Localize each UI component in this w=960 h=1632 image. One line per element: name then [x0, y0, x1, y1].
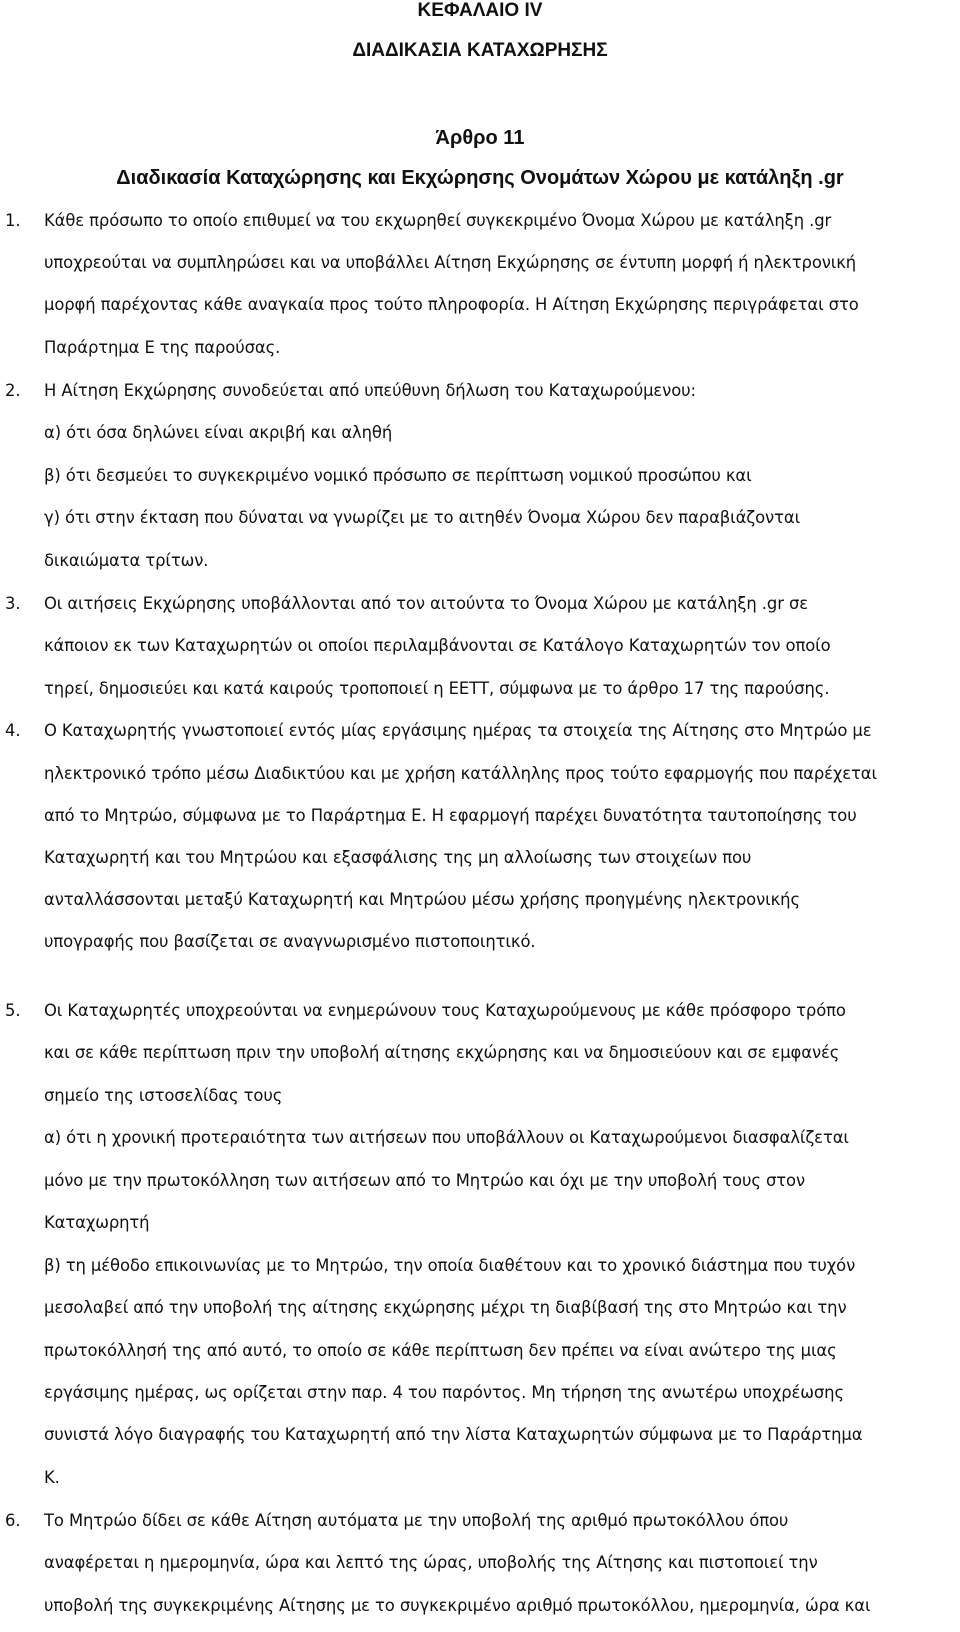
paragraph-line: υποβολή της συγκεκριμένης Αίτησης με το συγκεκριμένο αριθμό πρωτοκόλλου, ημερομηνία, ώρα και [44, 1596, 871, 1615]
paragraph-line: μόνο με την πρωτοκόλληση των αιτήσεων από το Μητρώο και όχι με την υποβολή τους στον [44, 1171, 806, 1190]
paragraph-line: αναφέρεται η ημερομηνία, ώρα και λεπτό της ώρας, υποβολής της Αίτησης και πιστοποιεί την [44, 1553, 818, 1572]
paragraph-line: Οι Καταχωρητές υποχρεούνται να ενημερώνουν τους Καταχωρούμενους με κάθε πρόσφορο τρόπο [44, 1001, 846, 1020]
paragraph-line: Παράρτημα Ε της παρούσας. [44, 338, 281, 357]
paragraph-number: 1. [5, 211, 21, 230]
paragraph-line: Καταχωρητή και του Μητρώου και εξασφάλισης της μη αλλοίωσης των στοιχείων που [44, 848, 752, 867]
paragraph-number: 6. [5, 1511, 21, 1530]
paragraph-line: α) ότι η χρονική προτεραιότητα των αιτήσεων που υποβάλλουν οι Καταχωρούμενοι διασφαλίζεται [44, 1128, 849, 1147]
paragraph-line: υποχρεούται να συμπληρώσει και να υποβάλλει Αίτηση Εκχώρησης σε έντυπη μορφή ή ηλεκτρονική [44, 253, 857, 272]
paragraph-line: πρωτοκόλλησή της από αυτό, το οποίο σε κάθε περίπτωση δεν πρέπει να είναι ανώτερο της μιας [44, 1341, 837, 1360]
paragraph-line: ηλεκτρονικό τρόπο μέσω Διαδικτύου και με χρήση κατάλληλης προς τούτο εφαρμογής που παρέχεται [44, 764, 877, 783]
paragraph-line: Καταχωρητή [44, 1213, 150, 1232]
paragraph-line: ανταλλάσσονται μεταξύ Καταχωρητή και Μητρώου μέσω χρήσης προηγμένης ηλεκτρονικής [44, 890, 800, 909]
paragraph-number: 3. [5, 594, 21, 613]
paragraph-line: β) ότι δεσμεύει το συγκεκριμένο νομικό πρόσωπο σε περίπτωση νομικού προσώπου και [44, 466, 752, 485]
paragraph-line: μεσολαβεί από την υποβολή της αίτησης εκχώρησης μέχρι τη διαβίβασή της στο Μητρώο και την [44, 1298, 847, 1317]
chapter-number: ΚΕΦΑΛΑΙΟ IV [417, 0, 543, 21]
article-title: Διαδικασία Καταχώρησης και Εκχώρησης Ονομάτων Χώρου με κατάληξη .gr [116, 167, 844, 189]
paragraph-number: 5. [5, 1001, 21, 1020]
paragraph-line: μορφή παρέχοντας κάθε αναγκαία προς τούτο πληροφορία. Η Αίτηση Εκχώρησης περιγράφεται στο [44, 295, 859, 314]
paragraph-number: 4. [5, 721, 21, 740]
paragraph-line: εργάσιμης ημέρας, ως ορίζεται στην παρ. 4 του παρόντος. Μη τήρηση της ανωτέρω υποχρέωσης [44, 1383, 844, 1402]
chapter-title: ΔΙΑΔΙΚΑΣΙΑ ΚΑΤΑΧΩΡΗΣΗΣ [352, 40, 608, 61]
paragraph-line: Κάθε πρόσωπο το οποίο επιθυμεί να του εκχωρηθεί συγκεκριμένο Όνομα Χώρου με κατάληξη .gr [44, 211, 832, 230]
paragraph-line: Το Μητρώο δίδει σε κάθε Αίτηση αυτόματα με την υποβολή της αριθμό πρωτοκόλλου όπου [44, 1511, 789, 1530]
paragraph-line: Κ. [44, 1468, 60, 1487]
paragraph-line: Οι αιτήσεις Εκχώρησης υποβάλλονται από τον αιτούντα το Όνομα Χώρου με κατάληξη .gr σε [44, 594, 808, 613]
paragraph-line: σημείο της ιστοσελίδας τους [44, 1086, 283, 1105]
paragraph-line: Ο Καταχωρητής γνωστοποιεί εντός μίας εργάσιμης ημέρας τα στοιχεία της Αίτησης στο Μητρώο με [44, 721, 872, 740]
paragraph-line: δικαιώματα τρίτων. [44, 551, 209, 570]
paragraph-line: και σε κάθε περίπτωση πριν την υποβολή αίτησης εκχώρησης και να δημοσιεύουν και σε εμφανές [44, 1043, 840, 1062]
paragraph-line: γ) ότι στην έκταση που δύναται να γνωρίζει με το αιτηθέν Όνομα Χώρου δεν παραβιάζονται [44, 508, 801, 527]
paragraph-number: 2. [5, 381, 21, 400]
paragraph-line: από το Μητρώο, σύμφωνα με το Παράρτημα Ε. Η εφαρμογή παρέχει δυνατότητα ταυτοποίησης του [44, 806, 857, 825]
paragraph-line: υπογραφής που βασίζεται σε αναγνωρισμένο πιστοποιητικό. [44, 932, 536, 951]
paragraph-line: τηρεί, δημοσιεύει και κατά καιρούς τροποποιεί η ΕΕΤΤ, σύμφωνα με το άρθρο 17 της παρούσης. [44, 679, 830, 698]
paragraph-line: β) τη μέθοδο επικοινωνίας με το Μητρώο, την οποία διαθέτουν και το χρονικό διάστημα που τυχόν [44, 1256, 856, 1275]
paragraph-line: Η Αίτηση Εκχώρησης συνοδεύεται από υπεύθυνη δήλωση του Καταχωρούμενου: [44, 381, 696, 400]
paragraph-line: συνιστά λόγο διαγραφής του Καταχωρητή από την λίστα Καταχωρητών σύμφωνα με το Παράρτημα [44, 1425, 863, 1444]
paragraph-line: α) ότι όσα δηλώνει είναι ακριβή και αληθή [44, 423, 393, 442]
article-number: Άρθρο 11 [435, 127, 525, 149]
paragraph-line: κάποιον εκ των Καταχωρητών οι οποίοι περιλαμβάνονται σε Κατάλογο Καταχωρητών τον οποίο [44, 636, 831, 655]
